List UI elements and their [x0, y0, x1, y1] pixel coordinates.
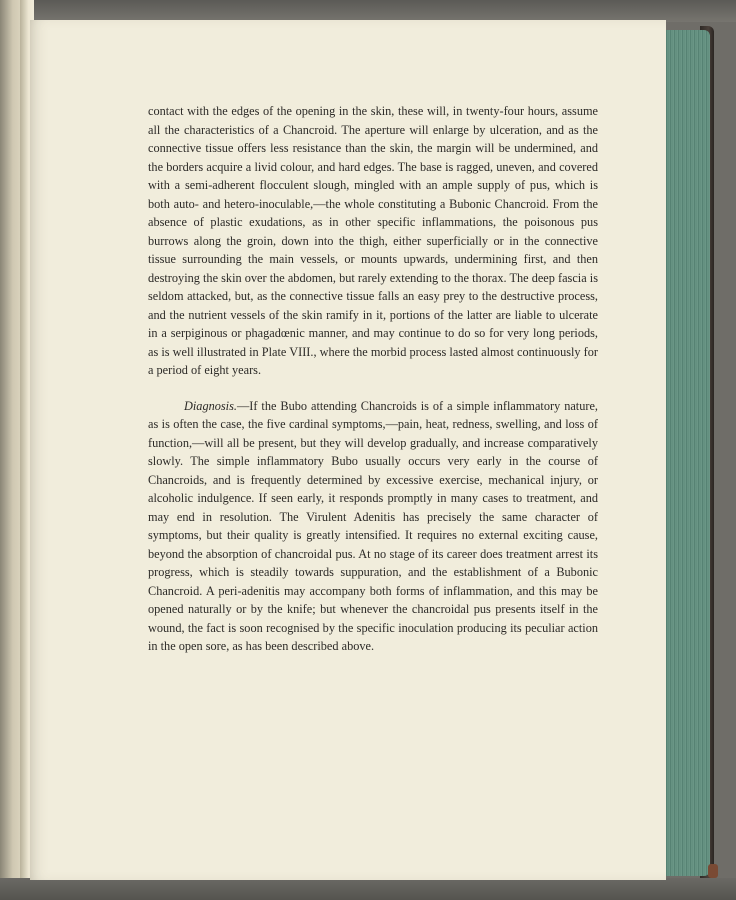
cover-corner [708, 864, 718, 878]
scan-bottom-shadow [0, 878, 736, 900]
page-stack-edges [662, 30, 710, 876]
diagnosis-heading: Diagnosis. [184, 398, 237, 413]
book-page [30, 20, 666, 880]
diagnosis-text: —If the Bubo attending Chancroids is of a simple inflammatory nature, as is often the case, the five cardinal symptoms,—pain, heat, redness, swelling, and loss of function,—will all be present, but they will develop gradually, and increase comparatively slowly. The simple inflammatory Bubo usually occurs very early in the course of Chancroids, and is frequently determined by excessive exercise, mechanical injury, or alcoholic indulgence. If seen early, it responds promptly in many cases to treatment, and may end in resolution. The Virulent Adenitis has precisely the same character of symptoms, but their quality is greatly intensified. It requires no external exciting cause, beyond the absorption of chancroidal pus. At no stage of its career does treatment arrest its progress, which is steadily towards suppuration, and the establishment of a Bubonic Chancroid. A peri-adenitis may accompany both forms of inflammation, and this may be opened naturally or by the knife; but whenever the chancroidal pus presents itself in the wound, the fact is soon recognised by the specific inoculation producing its peculiar action in the open sore, as has been described above. [148, 398, 598, 653]
paragraph-diagnosis [148, 397, 598, 656]
scan-top-shadow [0, 0, 736, 22]
page-body-text [148, 102, 598, 656]
paragraph-chancroid: contact with the edges of the opening in the skin, these will, in twenty-four hours, assume all the characteristics of a Chancroid. The aperture will enlarge by ulceration, and as the connective tissue offers less resistance than the skin, the margin will be undermined, and the borders acquire a livid colour, and hard edges. The base is ragged, uneven, and covered with a semi-adherent flocculent slough, mingled with an ample supply of pus, which is both auto- and hetero-inoculable,—the whole constituting a Bubonic Chancroid. From the absence of plastic exudations, as in other specific inflammations, the poisonous pus burrows along the groin, down into the thigh, either superficially or in the connective tissue surrounding the main vessels, or mounts upwards, undermining first, and then destroying the skin over the abdomen, but rarely extending to the thorax. The deep fascia is seldom attacked, but, as the connective tissue falls an easy prey to the destructive process, and the nutrient vessels of the skin ramify in it, portions of the latter are liable to ulcerate in a serpiginous or phagadœnic manner, and may continue to do so for very long periods, as is well illustrated in Plate VIII., where the morbid process lasted almost continuously for a period of eight years. [148, 104, 598, 377]
